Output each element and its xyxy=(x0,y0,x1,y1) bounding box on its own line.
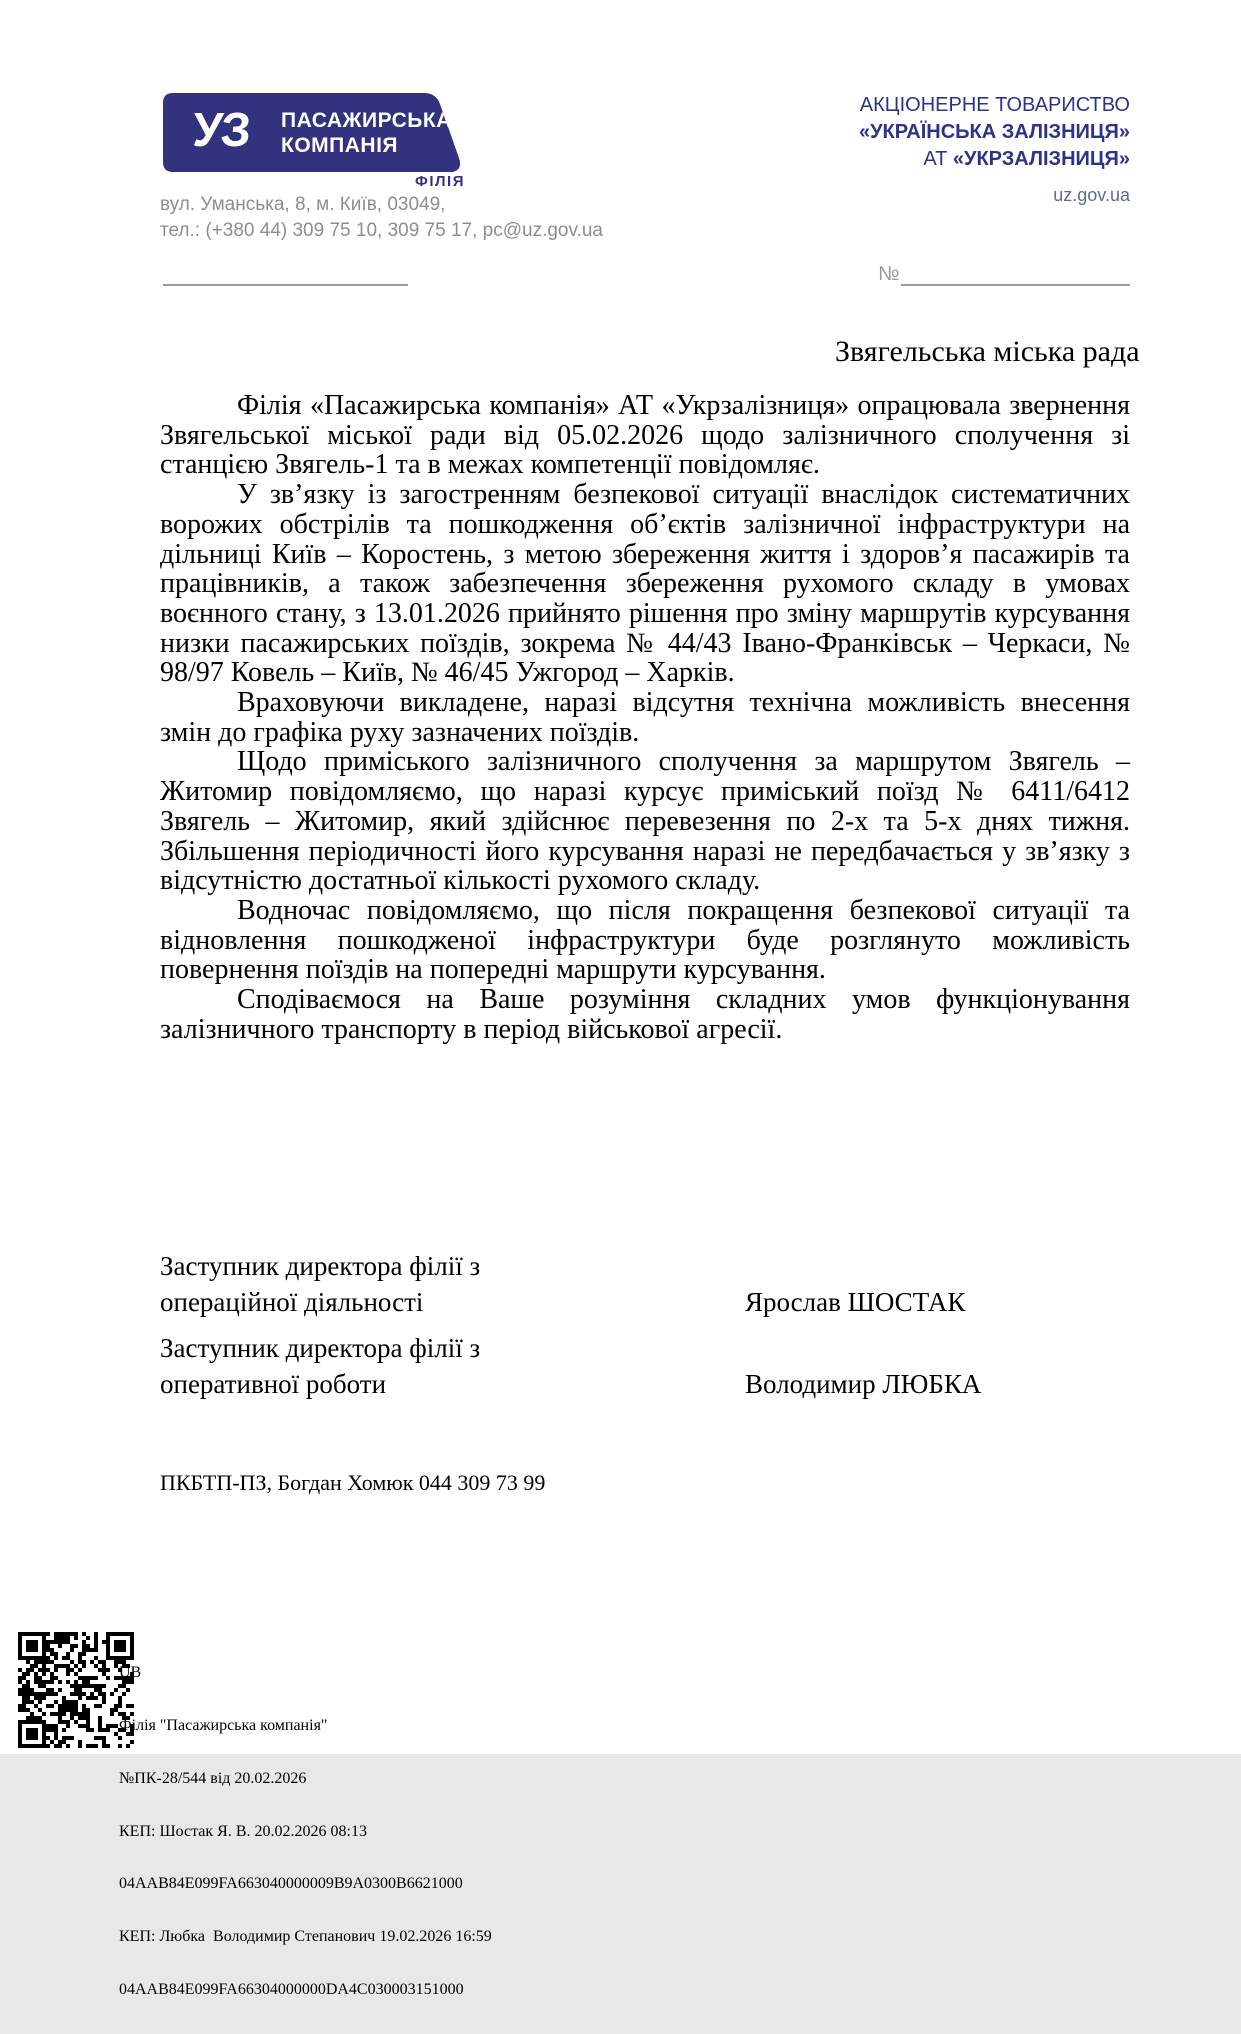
stamp-line: №ПК-28/544 від 20.02.2026 xyxy=(119,1769,307,1787)
branch-label: ФІЛІЯ xyxy=(415,173,465,190)
paragraph: Водночас повідомляємо, що після покращення безпекової ситуації та відновлення пошкодженої інфраструктури буде розглянуто можливість повернення поїздів на попередні маршрути курсування. xyxy=(160,894,1130,986)
signature-title-line1: Заступник директора філії з xyxy=(160,1333,481,1363)
stamp-line: UB xyxy=(119,1664,142,1682)
company-line2: «УКРАЇНСЬКА ЗАЛІЗНИЦЯ» xyxy=(858,121,1130,143)
doc-number-field xyxy=(878,262,1130,286)
signature-title-line2: операційної діяльності xyxy=(160,1287,424,1317)
signature-block xyxy=(160,1248,1130,1322)
sender-address-line2: тел.: (+380 44) 309 75 10, 309 75 17, pc@uz.gov.ua xyxy=(160,220,603,241)
paragraph: Враховуючи викладене, наразі відсутня технічна можливість внесення змін до графіка руху зазначених поїздів. xyxy=(160,687,1130,748)
paragraph: Філія «Пасажирська компанія» АТ «Укрзалізниця» опрацювала звернення Звягельської міської ради від 05.02.2026 щодо залізничного сполучення зі станцією Звягель-1 та в межах компетенції повідомляє. xyxy=(160,390,1130,481)
signature-block xyxy=(160,1330,1130,1404)
logo-name-line1: ПАСАЖИРСЬКА xyxy=(281,109,452,132)
signature-title-line2: оперативної роботи xyxy=(160,1369,387,1399)
paragraph: Щодо приміського залізничного сполучення за маршрутом Звягель – Житомир повідомляємо, що наразі курсує приміський поїзд № 6411/6412 Звягель – Житомир, який здійснює перевезення по 2-х та 5-х днях тижня. Збільшення періодичності його курсування наразі не передбачається у зв’язку з відсутністю достатньої кількості рухомого складу. xyxy=(160,746,1130,897)
number-label: № xyxy=(878,263,900,285)
stamp-line: КЕП: Шостак Я. В. 20.02.2026 08:13 xyxy=(119,1822,367,1840)
stamp-line: КЕП: Любка Володимир Степанович 19.02.2026 16:59 xyxy=(119,1928,492,1946)
signature-title-line1: Заступник директора філії з xyxy=(160,1251,481,1281)
letter-body xyxy=(160,391,1130,1044)
company-line3-bold: «УКРЗАЛІЗНИЦЯ» xyxy=(952,148,1130,170)
paragraph: У зв’язку із загостренням безпекової ситуації внаслідок систематичних ворожих обстрілів та пошкодження об’єктів залізничної інфраструктури на дільниці Київ – Коростень, з метою збереження життя і здоров’я пасажирів та працівників, а також забезпечення збереження рухомого складу в умовах воєнного стану, з 13.01.2026 прийнято рішення про зміну маршрутів курсування низки пасажирських поїздів, зокрема № 44/43 Івано-Франківськ – Черкаси, № 98/97 Ковель – Київ, № 46/45 Ужгород – Харків. xyxy=(160,479,1130,689)
signature-name: Ярослав ШОСТАК xyxy=(745,1287,966,1317)
paragraph: Сподіваємося на Ваше розуміння складних умов функціонування залізничного транспорту в період військової агресії. xyxy=(160,984,1130,1045)
company-line3 xyxy=(859,146,1130,173)
website-text: uz.gov.ua xyxy=(1053,185,1130,205)
stamp-line: 04AAB84E099FA66304000000DA4C030003151000 xyxy=(119,1980,464,1998)
date-blank-line xyxy=(163,262,408,286)
company-name-block xyxy=(859,92,1130,173)
logo-name-line2: КОМПАНІЯ xyxy=(281,134,398,157)
company-line1: АКЦІОНЕРНЕ ТОВАРИСТВО xyxy=(859,94,1130,116)
qr-code-icon xyxy=(18,1632,134,1748)
number-blank-line xyxy=(901,262,1130,286)
uz-monogram: УЗ xyxy=(191,104,251,157)
stamp-line: Філія "Пасажирська компанія" xyxy=(119,1716,328,1734)
signature-name: Володимир ЛЮБКА xyxy=(745,1369,982,1399)
company-line3-prefix: АТ xyxy=(923,148,953,170)
stamp-line: 04AAB84E099FA663040000009B9A0300B6621000 xyxy=(119,1875,463,1893)
qr-stamp-text xyxy=(119,1629,492,2034)
executor-contact: ПКБТП-ПЗ, Богдан Хомюк 044 309 73 99 xyxy=(160,1470,546,1495)
logo-company-name xyxy=(281,108,452,158)
recipient: Звягельська міська рада xyxy=(835,335,1140,368)
sender-address-line1: вул. Уманська, 8, м. Київ, 03049, xyxy=(160,194,446,215)
uz-logo xyxy=(163,93,462,172)
